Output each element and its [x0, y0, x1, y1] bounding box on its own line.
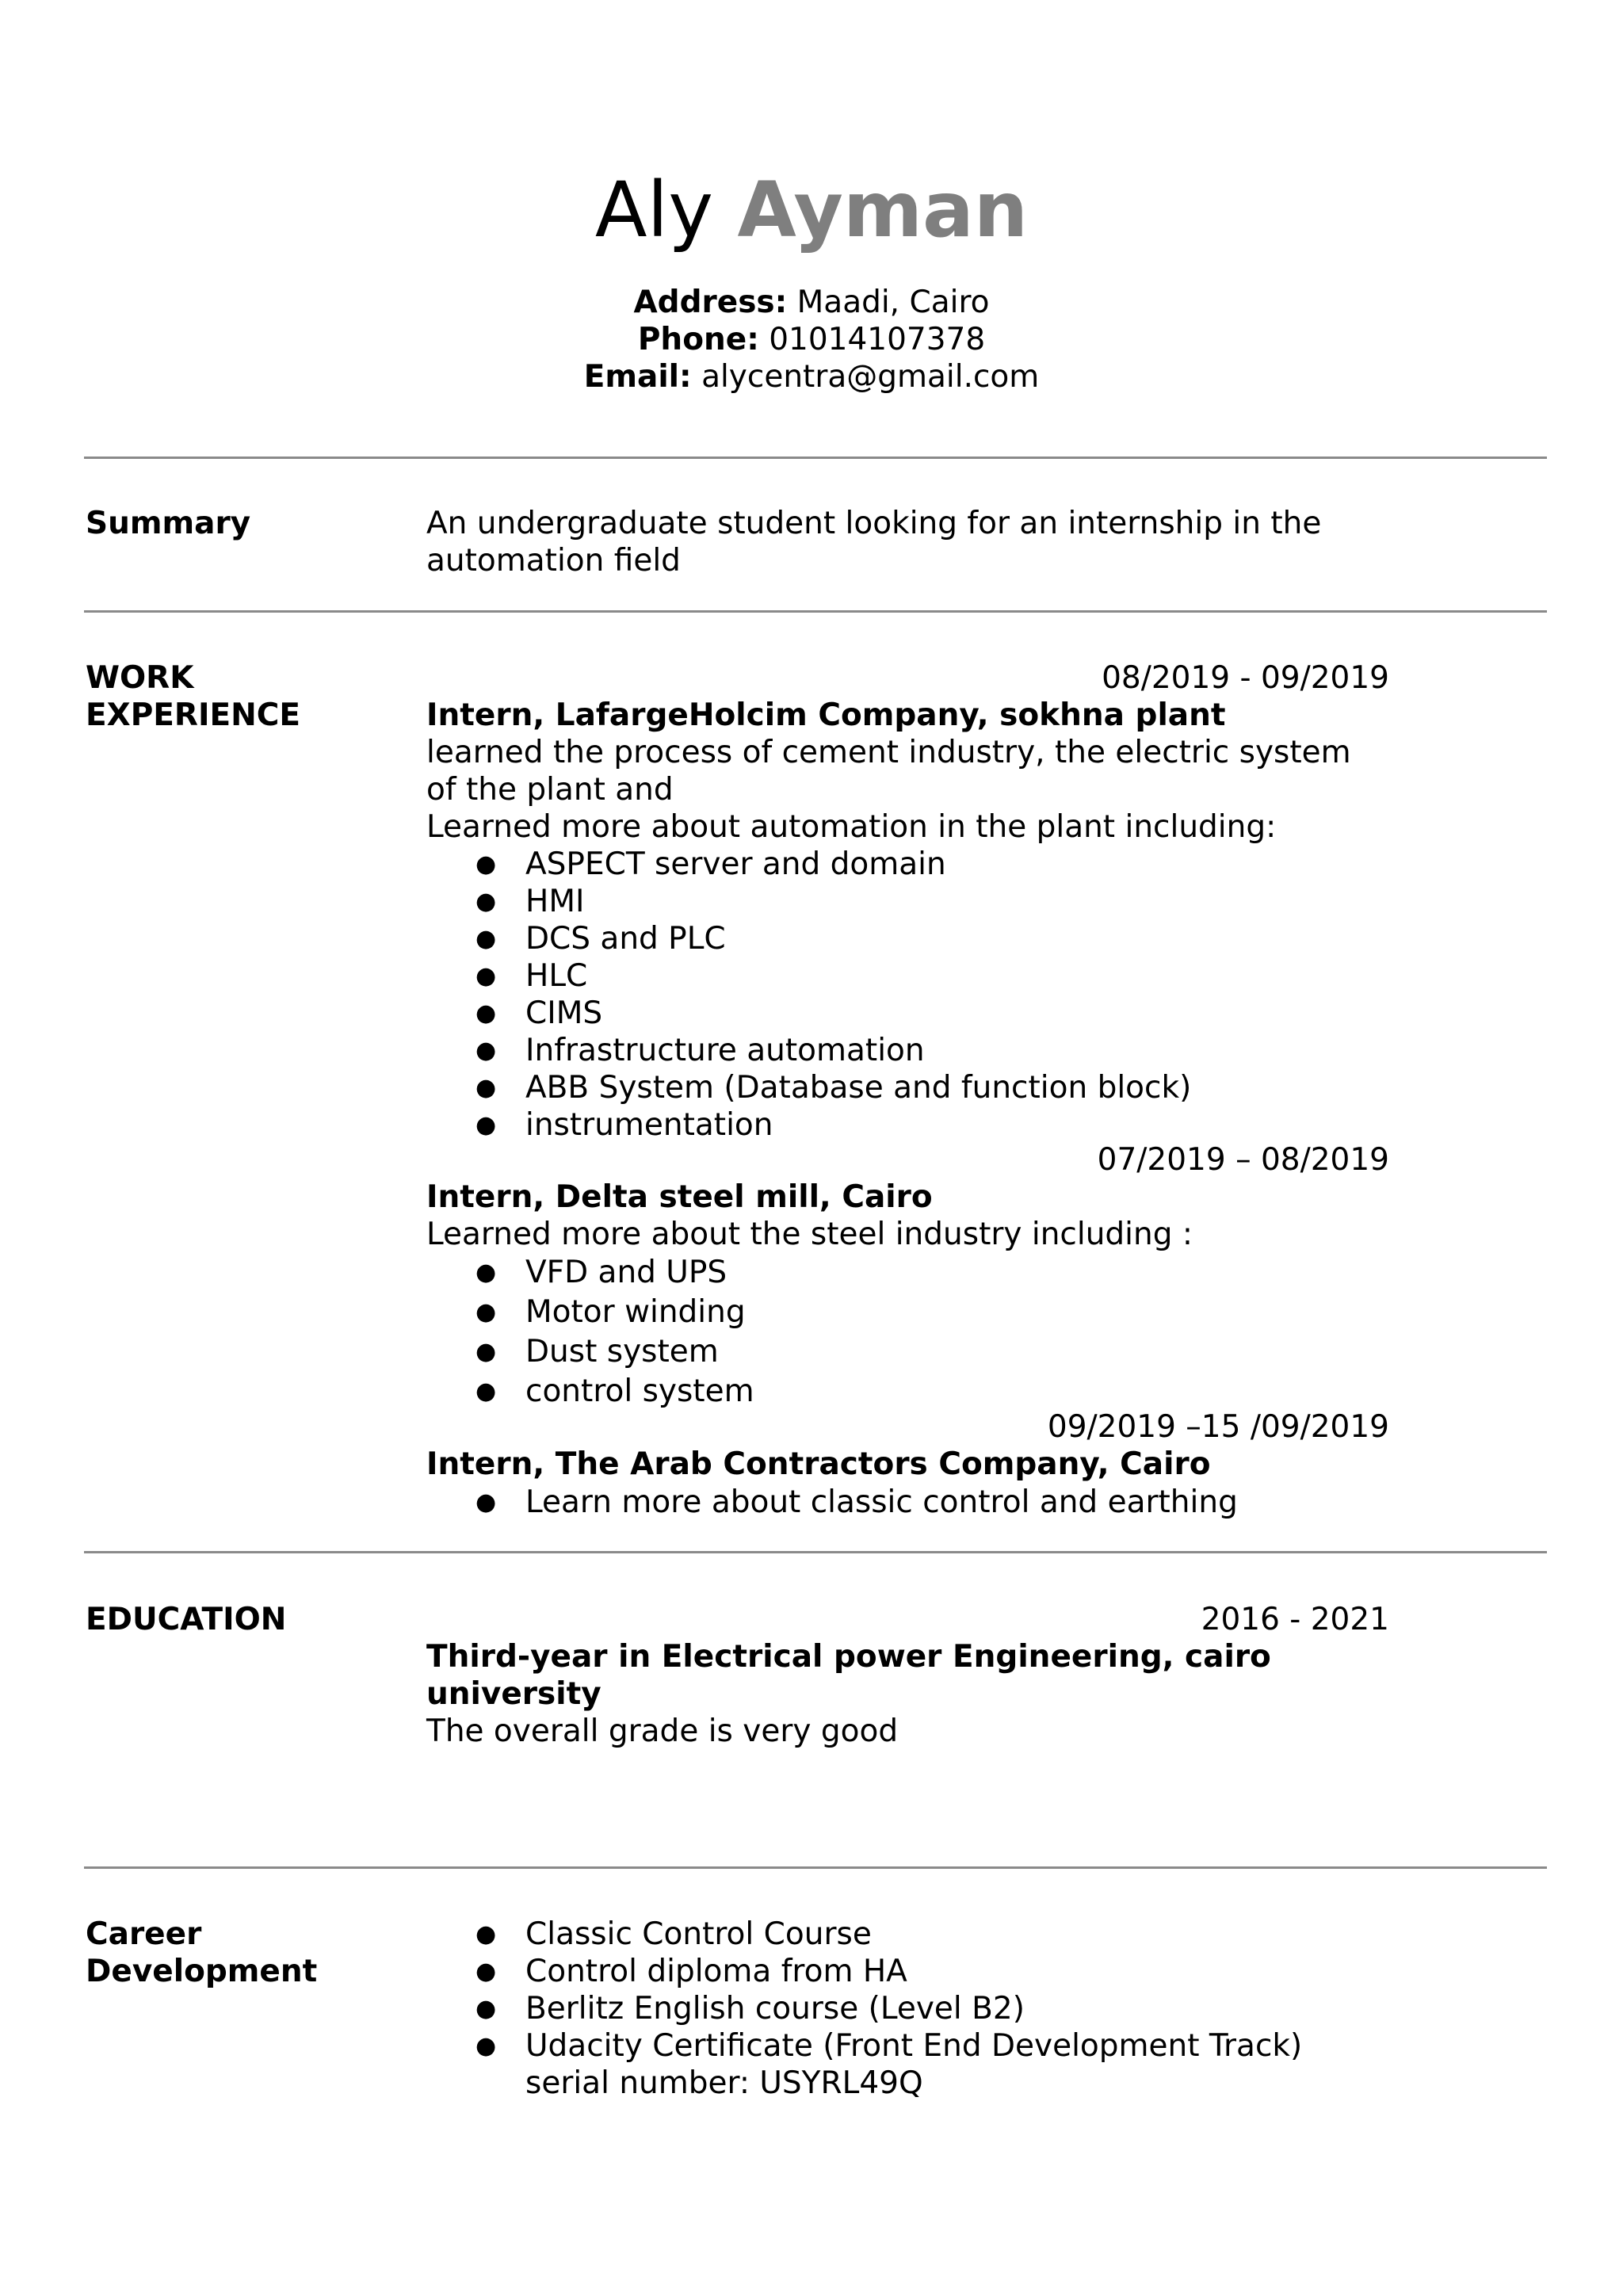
list-item: ● DCS and PLC: [426, 920, 1389, 957]
job-description: learned the process of cement industry, the electric system of the plant and: [426, 735, 1351, 808]
list-item: ● Classic Control Course: [426, 1916, 1389, 1953]
contact-block: [0, 284, 1623, 395]
address-value: Maadi, Cairo: [796, 285, 990, 320]
list-item: ● Berlitz English course (Level B2): [426, 1990, 1389, 2027]
job-bullet-list: [426, 1483, 1389, 1522]
divider: [84, 1551, 1547, 1553]
first-name: Aly: [594, 166, 714, 254]
career-heading-line1: Career: [86, 1916, 202, 1952]
phone-label: Phone:: [637, 322, 759, 357]
list-item: ● HMI: [426, 883, 1389, 920]
list-item: ● HLC: [426, 957, 1389, 995]
divider: [84, 610, 1547, 613]
list-item: ● Control diploma from HA: [426, 1953, 1389, 1990]
education-dates: 2016 - 2021: [1201, 1602, 1389, 1637]
divider: [84, 1866, 1547, 1869]
list-item: ● Learn more about classic control and earthing: [426, 1483, 1389, 1522]
list-item: ● Motor winding: [426, 1293, 1389, 1332]
job-description: Learned more about automation in the plant including:: [426, 809, 1277, 845]
career-heading-line2: Development: [86, 1954, 318, 1989]
education-heading: EDUCATION: [86, 1602, 287, 1637]
email-value: alycentra@gmail.com: [701, 359, 1040, 395]
list-item: ● ABB System (Database and function block): [426, 1069, 1389, 1106]
list-item: ● VFD and UPS: [426, 1253, 1389, 1293]
list-item: ● control system: [426, 1372, 1389, 1412]
career-development-section: [426, 1916, 1389, 2102]
address-line: [0, 284, 1623, 321]
email-line: [0, 358, 1623, 395]
career-bullet-list: [426, 1916, 1389, 2102]
job-bullet-list: [426, 846, 1389, 1144]
job-title: Intern, Delta steel mill, Cairo: [426, 1179, 933, 1215]
last-name: Ayman: [737, 166, 1029, 254]
email-label: Email:: [583, 359, 692, 395]
summary-text: An undergraduate student looking for an internship in the automation field: [426, 506, 1322, 579]
job-bullet-list: [426, 1253, 1389, 1412]
career-development-heading: [86, 1916, 403, 1990]
job-dates: 08/2019 - 09/2019: [1102, 660, 1389, 696]
job-lafargeholcim: [426, 659, 1389, 1144]
list-item: ● Dust system: [426, 1332, 1389, 1372]
job-title: Intern, LafargeHolcim Company, sokhna plant: [426, 697, 1226, 733]
education-section: [426, 1601, 1389, 1750]
degree-title: Third-year in Electrical power Engineering, cairo university: [426, 1639, 1271, 1712]
phone-value: 01014107378: [769, 322, 986, 357]
job-delta-steel: [426, 1141, 1389, 1412]
list-item: ● ASPECT server and domain: [426, 846, 1389, 883]
list-item: ● Udacity Certificate (Front End Development Track) serial number: USYRL49Q: [426, 2027, 1389, 2102]
job-dates: 07/2019 – 08/2019: [1097, 1142, 1389, 1178]
list-item: ● Infrastructure automation: [426, 1032, 1389, 1069]
work-experience-heading: [86, 659, 403, 734]
job-description: Learned more about the steel industry including :: [426, 1217, 1193, 1252]
summary-heading: Summary: [86, 506, 251, 541]
list-item: ● instrumentation: [426, 1106, 1389, 1144]
work-heading-line2: EXPERIENCE: [86, 697, 301, 733]
job-dates: 09/2019 –15 /09/2019: [1047, 1409, 1389, 1445]
grade-text: The overall grade is very good: [426, 1713, 899, 1749]
phone-line: [0, 321, 1623, 358]
list-item: ● CIMS: [426, 995, 1389, 1032]
summary-section: [426, 505, 1389, 579]
address-label: Address:: [633, 285, 788, 320]
work-heading-line1: WORK: [86, 660, 194, 696]
job-title: Intern, The Arab Contractors Company, Cairo: [426, 1446, 1211, 1482]
divider: [84, 457, 1547, 459]
job-arab-contractors: [426, 1408, 1389, 1522]
candidate-name: [0, 162, 1623, 258]
